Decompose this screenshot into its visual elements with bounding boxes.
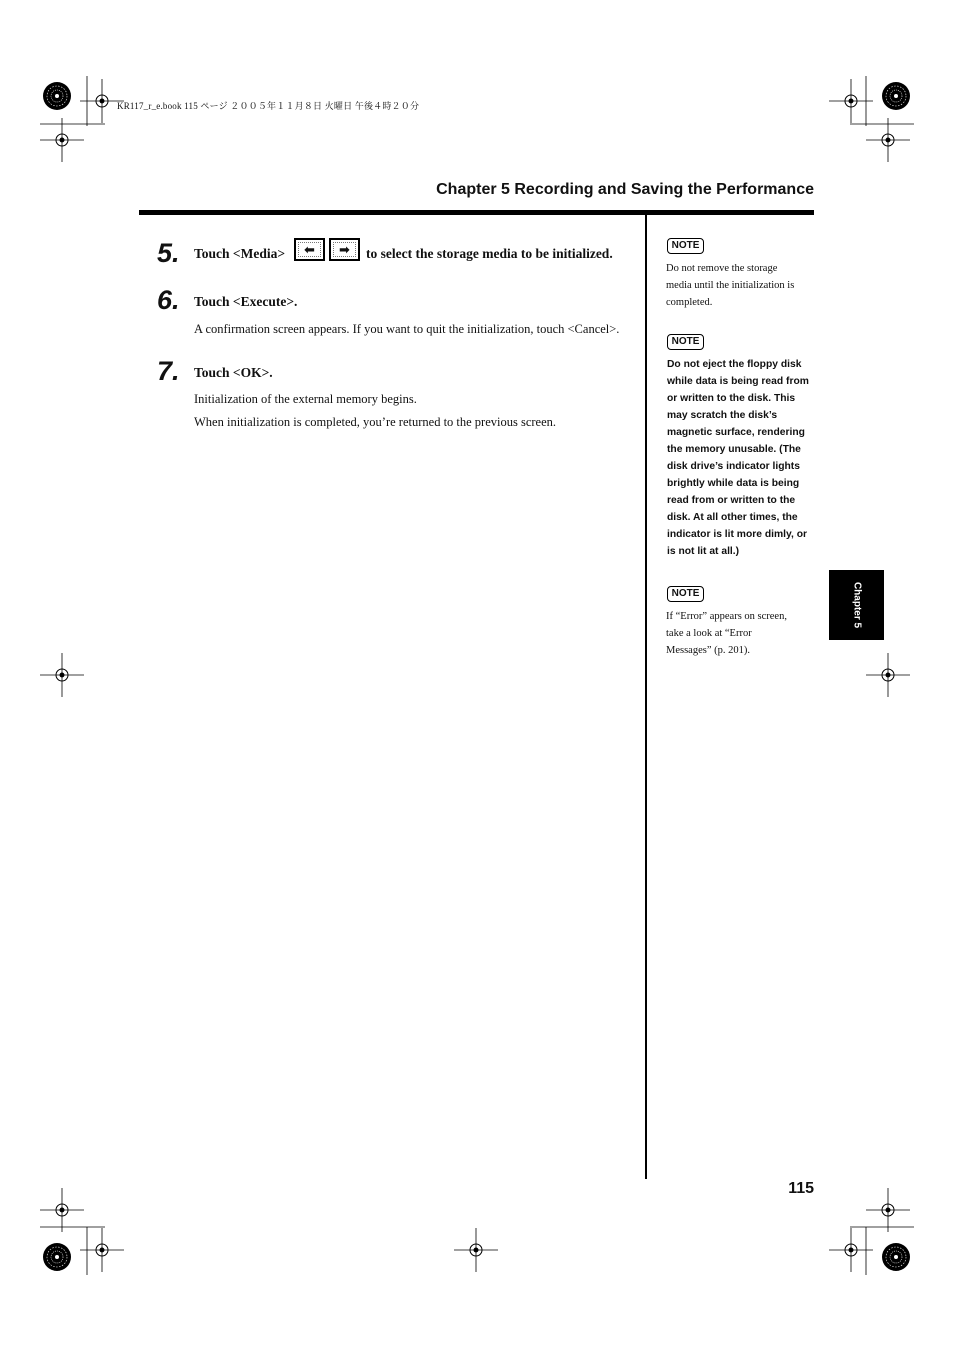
note-line: media until the initialization is xyxy=(666,280,795,291)
step-5-text-end: to select the storage media to be initialized. xyxy=(366,246,613,261)
page-number: 115 xyxy=(788,1180,814,1197)
step-5-text-start: Touch <Media> xyxy=(194,246,286,261)
note-badge: NOTE xyxy=(667,586,704,602)
note-line: brightly while data is being xyxy=(667,478,800,489)
step-7-body-1: Initialization of the external memory begins. xyxy=(194,392,417,406)
note-line: the memory unusable. (The xyxy=(667,444,801,455)
note-line: or written to the disk. This xyxy=(667,393,796,404)
printer-slug: KR117_r_e.book 115 ページ ２００５年１１月８日 火曜日 午後４時２０分 xyxy=(117,101,420,111)
note-line: disk drive’s indicator lights xyxy=(667,461,800,472)
step-number-5: 5. xyxy=(157,238,180,268)
step-7-text: Touch <OK>. xyxy=(194,365,273,380)
note-line: indicator is lit more dimly, or xyxy=(667,529,807,540)
step-number-6: 6. xyxy=(157,285,180,315)
note-badge: NOTE xyxy=(667,238,704,254)
step-6-body: A confirmation screen appears. If you want to quit the initialization, touch <Cancel>. xyxy=(194,322,620,336)
step-number-7: 7. xyxy=(157,356,180,386)
note-badge: NOTE xyxy=(667,334,704,350)
note-line: read from or written to the xyxy=(667,495,796,506)
chapter-side-tab-label: Chapter 5 xyxy=(851,581,862,629)
note-line: is not lit at all.) xyxy=(667,546,740,557)
note-line: If “Error” appears on screen, xyxy=(666,611,787,622)
note-line: Messages” (p. 201). xyxy=(666,645,750,656)
chapter-heading: Chapter 5 Recording and Saving the Performance xyxy=(436,181,814,198)
note-line: Do not remove the storage xyxy=(666,263,778,274)
note-line: Do not eject the floppy disk xyxy=(667,359,802,370)
note-line: completed. xyxy=(666,297,713,308)
left-arrow-icon: ⬅ xyxy=(304,241,315,257)
note-line: while data is being read from xyxy=(667,376,809,387)
note-line: magnetic surface, rendering xyxy=(667,427,805,438)
step-6-text: Touch <Execute>. xyxy=(194,294,298,309)
step-7-body-2: When initialization is completed, you’re returned to the previous screen. xyxy=(194,415,557,429)
right-arrow-icon: ➡ xyxy=(339,241,350,257)
note-line: take a look at “Error xyxy=(666,628,752,639)
note-line: may scratch the disk’s xyxy=(667,410,778,421)
note-line: disk. At all other times, the xyxy=(667,512,798,523)
